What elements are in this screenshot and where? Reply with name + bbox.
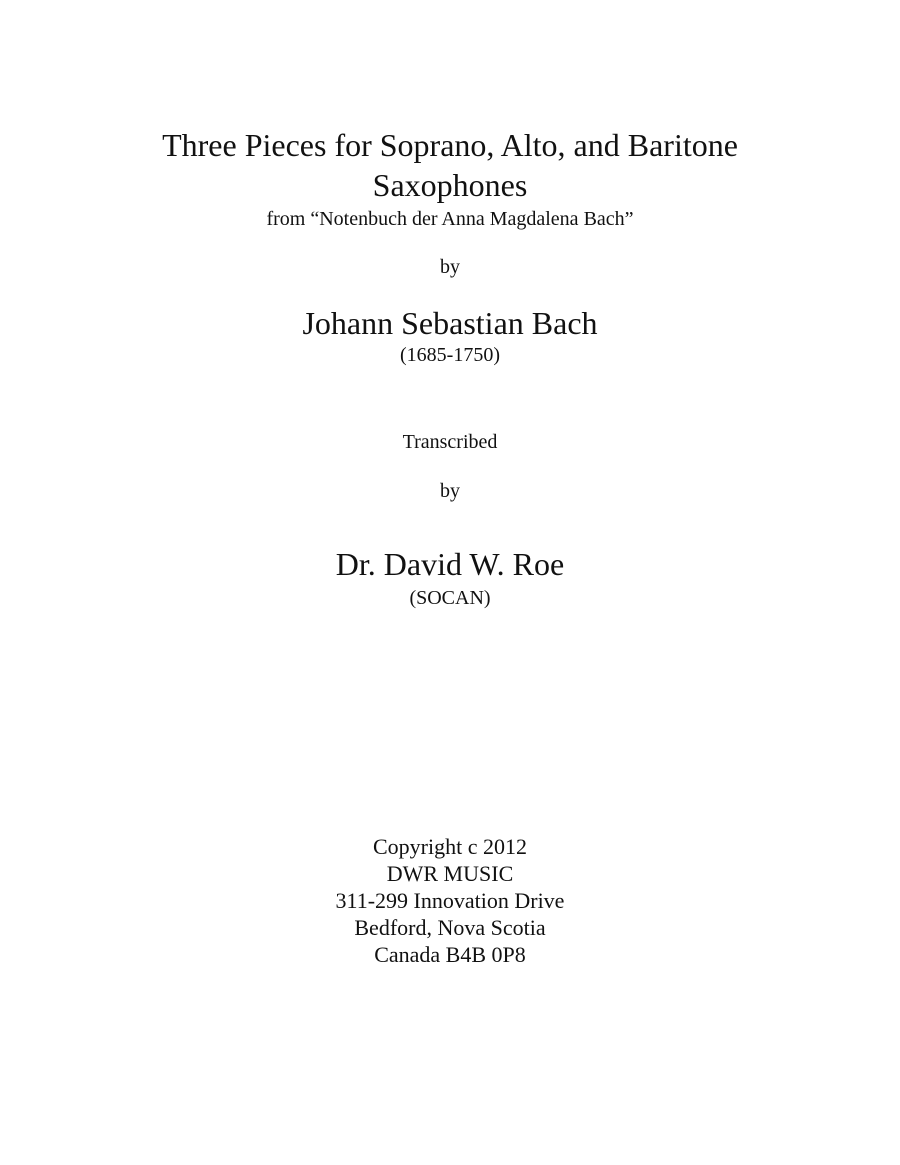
transcribed-by-label: by — [440, 480, 460, 502]
by-label: by — [440, 256, 460, 278]
country-postal-line: Canada B4B 0P8 — [374, 942, 526, 967]
transcribed-label: Transcribed — [402, 431, 498, 453]
arranger-affiliation: (SOCAN) — [409, 587, 491, 609]
address-line: 311-299 Innovation Drive — [335, 888, 565, 913]
title-line-2: Saxophones — [372, 167, 528, 203]
composer-name: Johann Sebastian Bach — [302, 305, 598, 341]
source-subtitle: from “Notenbuch der Anna Magdalena Bach” — [266, 208, 634, 230]
publisher-line: DWR MUSIC — [386, 861, 514, 886]
title-line-1: Three Pieces for Soprano, Alto, and Baritone — [162, 127, 738, 163]
city-line: Bedford, Nova Scotia — [354, 915, 546, 940]
composer-dates: (1685-1750) — [400, 344, 500, 366]
arranger-name: Dr. David W. Roe — [335, 546, 565, 582]
copyright-line: Copyright c 2012 — [373, 834, 527, 859]
